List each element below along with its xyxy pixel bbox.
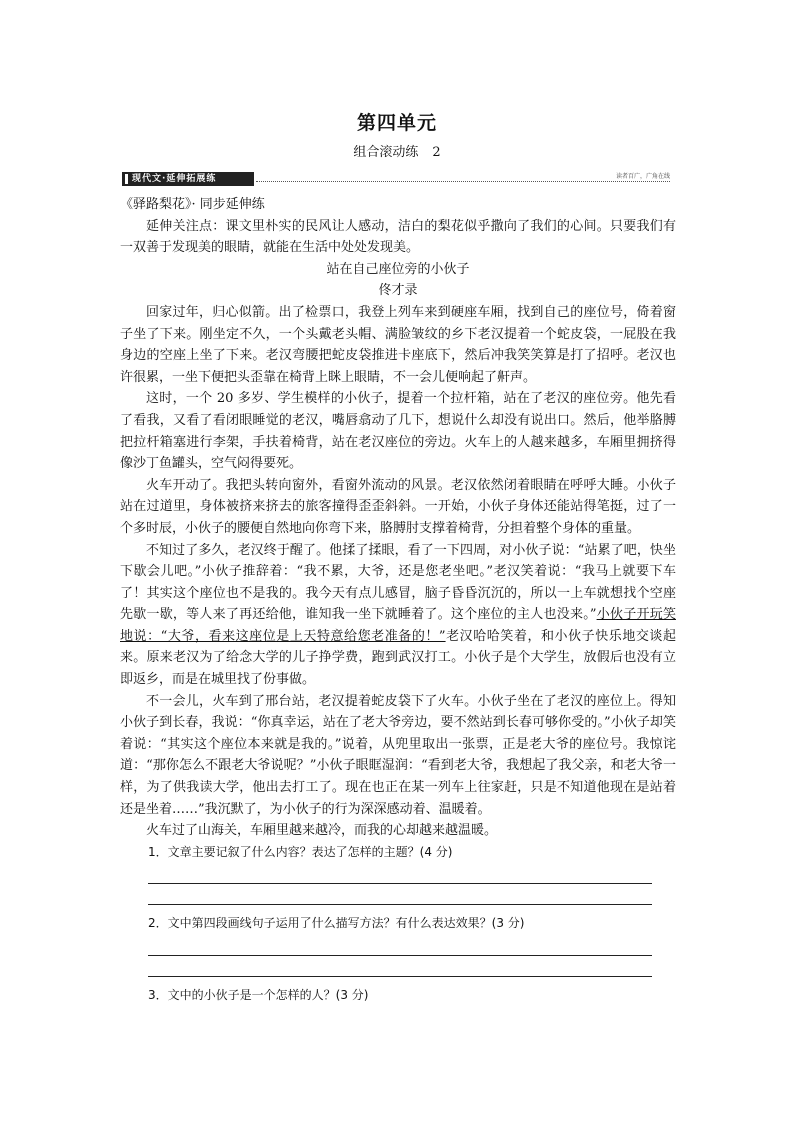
banner-divider <box>256 181 670 182</box>
banner-caption: 读者百广，广角在线 <box>615 173 670 180</box>
paragraph-1: 回家过年，归心似箭。出了检票口，我登上列车来到硬座车厢，找到自己的座位号，倚着窗子坐了下来。刚坐定不久，一个头戴老头帽、满脸皱纹的乡下老汉提着一个蛇皮袋，一屁股在我身边的空座上坐了下来。老汉弯腰把蛇皮袋推进卡座底下，然后冲我笑笑算是打了招呼。老汉也许很累，一坐下便把头歪靠在椅背上眯上眼睛，不一会儿便响起了鼾声。 <box>120 304 676 385</box>
main-content <box>120 194 676 1007</box>
source-line: 《驿路梨花》· 同步延伸练 <box>120 197 265 212</box>
extension-note: 延伸关注点：课文里朴实的民风让人感动，洁白的梨花似乎撒向了我们的心间。只要我们有一双善于发现美的眼睛，就能在生活中处处发现美。 <box>120 218 676 256</box>
underlined-sentence: 小伙子开玩笑地说：“大爷，看来这座位是上天特意给您老准备的！” <box>120 607 676 644</box>
section-banner <box>122 172 670 186</box>
paragraph-4-part-1: 不知过了多久，老汉终于醒了。他揉了揉眼，看了一下四周，对小伙子说：“站累了吧，快坐下歇会儿吧。”小伙子推辞着：“我不累，大爷，还是您老坐吧。”老汉笑着说：“我马上就要下车了！其实这个座位也不是我的。我今天有点儿感冒，脑子昏昏沉沉的，所以一上车就想找个空座先歇一歇，等人来了再还给他，谁知我一坐下就睡着了。这个座位的主人也没来。” <box>120 542 676 623</box>
paragraph-2: 这时，一个 20 多岁、学生模样的小伙子，提着一个拉杆箱，站在了老汉的座位旁。他先看了看我，又看了看闭眼睡觉的老汉，嘴唇翕动了几下，想说什么却没有说出口。然后，他举胳膊把拉杆箱塞进行李架，手扶着椅背，站在老汉座位的旁边。火车上的人越来越多，车厢里拥挤得像沙丁鱼罐头，空气闷得要死。 <box>120 391 676 472</box>
subtitle-text: 组合滚动练 <box>353 145 419 160</box>
unit-title: 第四单元 <box>356 112 437 134</box>
question-3: 3．文中的小伙子是一个怎样的人？(3 分) <box>148 988 369 1002</box>
article-title: 站在自己座位旁的小伙子 <box>326 261 470 277</box>
question-2: 2．文中第四段画线句子运用了什么描写方法？有什么表达效果？(3 分) <box>148 916 525 931</box>
answer-line[interactable] <box>148 884 652 905</box>
banner-tag: 现代文·延伸拓展练 <box>122 172 254 186</box>
paragraph-6: 火车过了山海关，车厢里越来越冷，而我的心却越来越温暖。 <box>146 823 498 839</box>
exercise-subtitle <box>0 141 794 160</box>
article-author: 佟才录 <box>378 283 418 299</box>
paragraph-5: 不一会儿，火车到了邢台站，老汉提着蛇皮袋下了火车。小伙子坐在了老汉的座位上。得知小伙子到长春，我说：“你真幸运，站在了老大爷旁边，要不然站到长春可够你受的。”小伙子却笑着说：“其实这个座位本来就是我的。”说着，从兜里取出一张票，正是老大爷的座位号。我惊诧道：“那你怎么不跟老大爷说呢？”小伙子眼眶湿润：“看到老大爷，我想起了我父亲，和老大爷一样，为了供我读大学，他出去打工了。现在也正在某一列车上往家赶，只是不知道他现在是站着还是坐着……”我沉默了，为小伙子的行为深深感动着、温暖着。 <box>120 693 676 817</box>
paragraph-4-part-2: 老汉哈哈笑着，和小伙子快乐地交谈起来。原来老汉为了给念大学的儿子挣学费，跑到武汉打工。小伙子是个大学生，放假后也没有立即返乡，而是在城里找了份事做。 <box>120 628 676 688</box>
paragraph-4 <box>120 540 676 691</box>
question-1: 1．文章主要记叙了什么内容？表达了怎样的主题？(4 分) <box>148 844 453 859</box>
answer-line[interactable] <box>148 935 652 956</box>
answer-line[interactable] <box>148 863 652 884</box>
paragraph-3: 火车开动了。我把头转向窗外，看窗外流动的风景。老汉依然闭着眼睛在呼呼大睡。小伙子站在过道里，身体被挤来挤去的旅客撞得歪歪斜斜。一开始，小伙子身体还能站得笔挺，过了一个多时辰，小伙子的腰便自然地向你弯下来，胳膊肘支撑着椅背，分担着整个身体的重量。 <box>120 477 676 536</box>
subtitle-number: 2 <box>432 145 441 160</box>
answer-line[interactable] <box>148 956 652 977</box>
